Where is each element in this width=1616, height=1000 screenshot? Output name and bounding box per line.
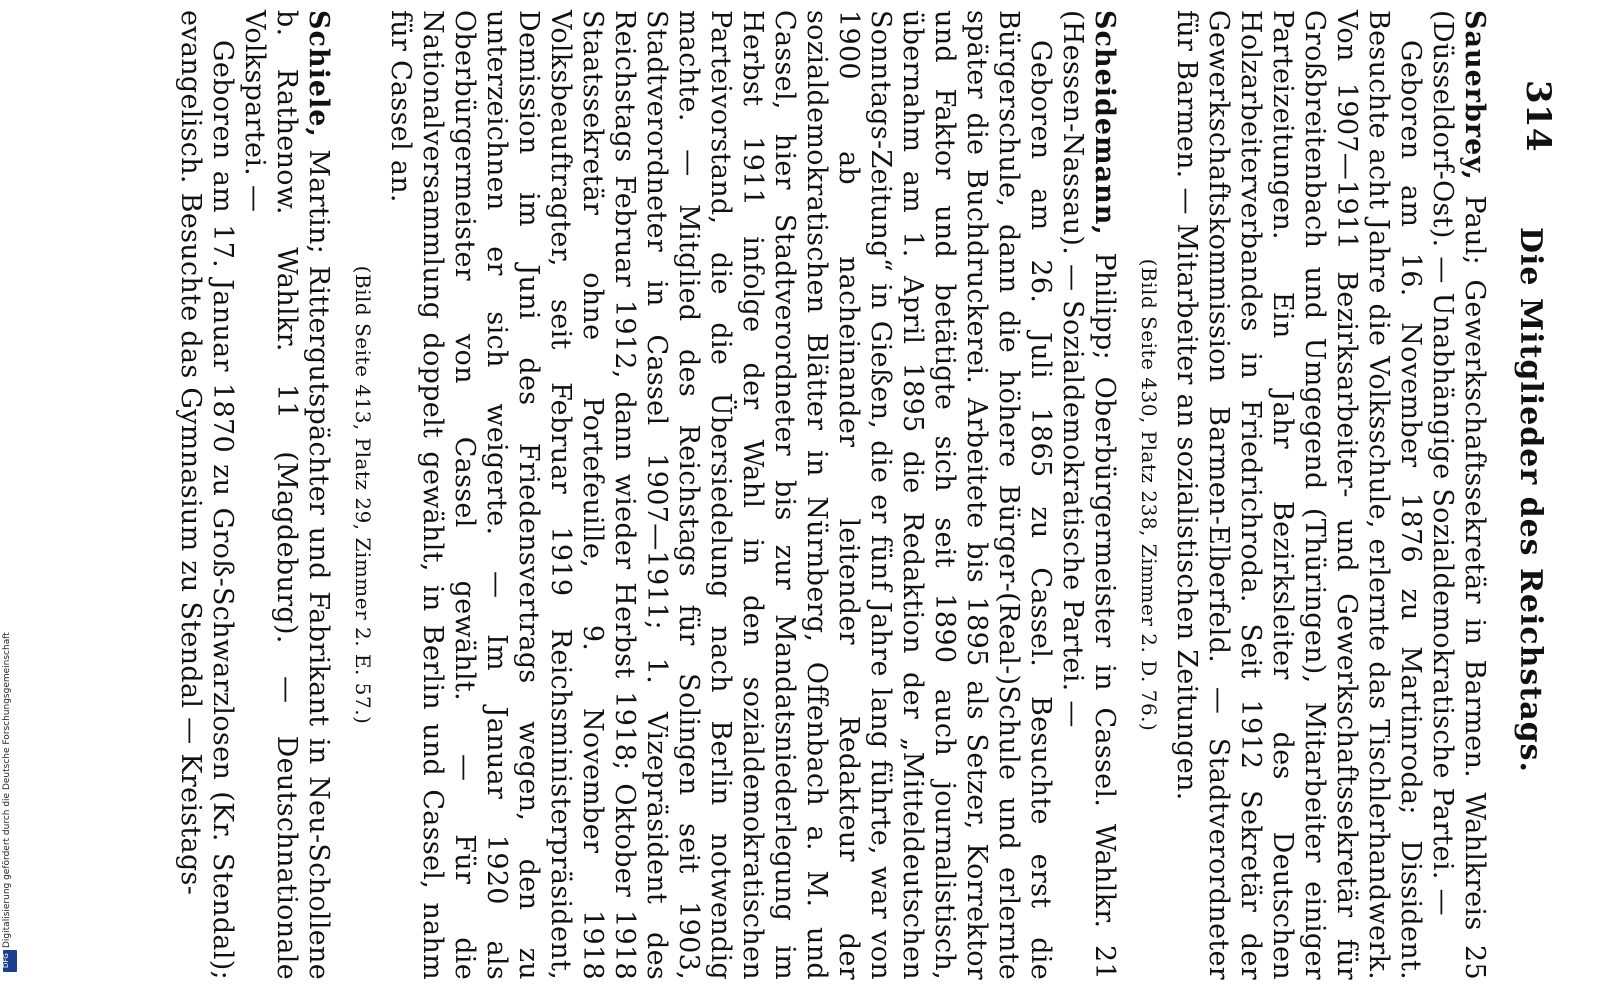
entry-intro	[1426, 10, 1490, 980]
entry-body: Geboren am 26. Juli 1865 zu Cassel. Besuchte erst die Bürgerschule, dann die höhere Bürger-(Real-)Schule und erlernte später die Buchdruckerei. Arbeitete bis 1895 als Setzer, Korrektor und Faktor und betätigte sich seit 1890 auch journalistisch, übernahm am 1. April 1895 die Redaktion der „Mitteldeutschen Sonntags-Zeitung“ in Gießen, die er fünf Jahre lang führte, war von 1900 ab nacheinander leitender Redakteur der sozialdemokratischen Blätter in Nürnberg, Offenbach a. M. und Cassel, hier Stadtverordneter bis zur Mandatsniederlegung im Herbst 1911 infolge der Wahl in den sozialdemokratischen Parteivorstand, die die Übersiedelung nach Berlin notwendig machte. — Mitglied des Reichstags für Solingen seit 1903, Stadtverordneter in Cassel 1907—1911; 1. Vizepräsident des Reichstags Februar 1912, dann wieder Herbst 1918; Oktober 1918 Staatssekretär ohne Portefeuille, 9. November 1918 Volksbeauftragter, seit Februar 1919 Reichsministerpräsident, Demission im Juni des Friedensvertrags wegen, den zu unterzeichnen er sich weigerte. — Im Januar 1920 als Oberbürgermeister von Cassel gewählt. — Für die Nationalversammlung doppelt gewählt, in Berlin und Cassel, nahm für Cassel an.	[385, 10, 1056, 980]
entry-name: Sauerbrey,	[1459, 10, 1490, 181]
entry-intro	[1056, 10, 1120, 980]
entry-intro	[238, 10, 334, 980]
biography-entry-scheidemann	[348, 10, 1120, 990]
dfg-logo-icon: DFG	[3, 950, 17, 972]
entry-body: Geboren am 16. November 1876 zu Martinroda; Dissident. Besuchte acht Jahre die Volksschule, erlernte das Tischlerhandwerk. Von 1907—1911 Bezirksarbeiter- und Gewerkschaftssekretär für Großbreitenbach und Umgegend (Thüringen), Mitarbeiter einiger Parteizeitungen. Ein Jahr Bezirksleiter des Deutschen Holzarbeiterverbandes in Friedrichroda. Seit 1912 Sekretär der Gewerkschaftskommission Barmen-Elberfeld. — Stadtverordneter für Barmen. — Mitarbeiter an sozialistischen Zeitungen.	[1171, 10, 1426, 980]
rotated-page-content	[20, 10, 1560, 990]
entry-intro-text: Paul; Gewerkschaftssekretär in Barmen. Wahlkreis 25 (Düsseldorf-Ost). — Unabhängige Sozialdemokratische Partei. —	[1427, 10, 1490, 980]
photo-caption: (Bild Seite 413, Platz 29, Zimmer 2. E. 57.)	[351, 265, 375, 725]
biography-entry-schiele	[174, 10, 334, 990]
entry-intro-text: Philipp; Oberbürgermeister in Cassel. Wahlkr. 21 (Hessen-Nassau). — Sozialdemokratische Partei. —	[1057, 10, 1120, 980]
entry-name: Schiele,	[303, 10, 334, 138]
biography-entry-sauerbrey	[1134, 10, 1490, 990]
photo-caption: (Bild Seite 430, Platz 238, Zimmer 2. D. 76.)	[1137, 258, 1161, 732]
digitization-credit: Digitalisierung gefördert durch die Deutsche Forschungsgemeinschaft	[2, 632, 12, 948]
running-head: Die Mitglieder des Reichstags.	[1513, 227, 1548, 773]
entry-name: Scheidemann,	[1089, 10, 1120, 236]
page-header	[1490, 10, 1560, 990]
page-number: 314	[1518, 80, 1558, 152]
entry-intro-text: Martin; Rittergutspächter und Fabrikant in Neu-Schollene b. Rathenow. Wahlkr. 11 (Magdeburg). — Deutschnationale Volkspartei. —	[239, 10, 334, 980]
entry-body: Geboren am 17. Januar 1870 zu Groß-Schwarzlosen (Kr. Stendal); evangelisch. Besuchte das Gymnasium zu Stendal — Kreistags-	[175, 10, 238, 980]
